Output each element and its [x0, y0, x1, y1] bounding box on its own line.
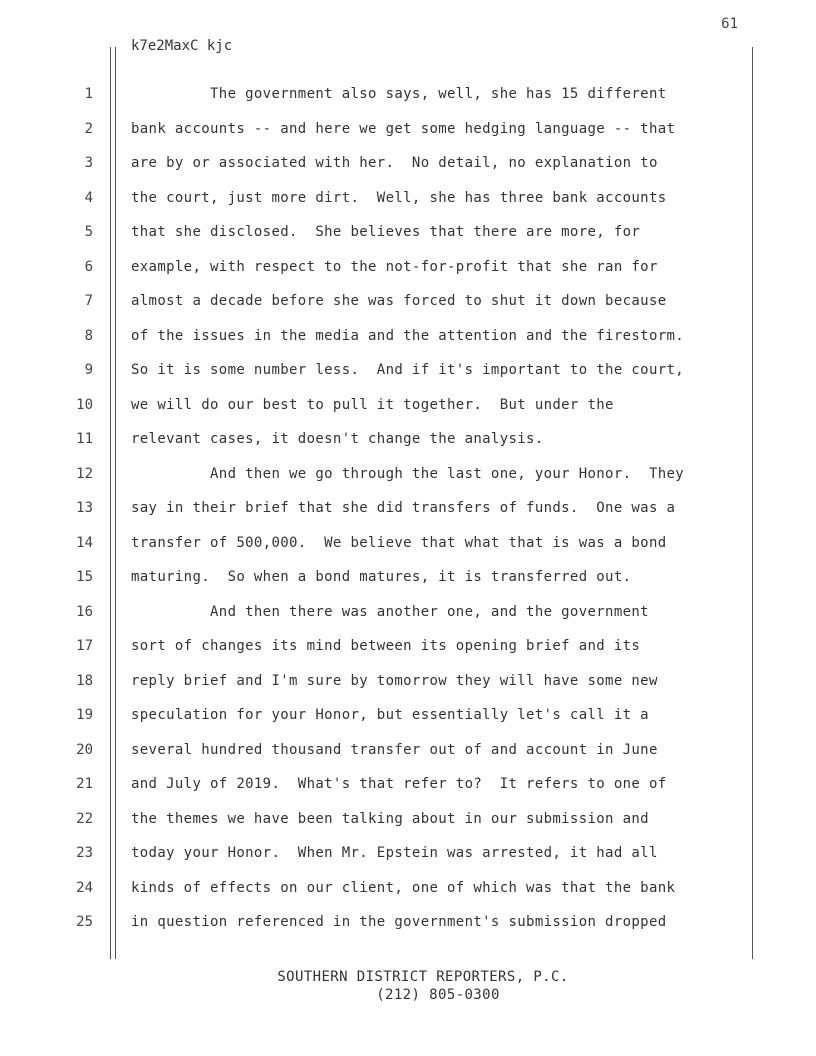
- line-text: in question referenced in the government's submission dropped: [131, 914, 667, 930]
- line-number: 12: [76, 465, 93, 482]
- transcript-line: [0, 871, 816, 906]
- transcript-line: [0, 388, 816, 423]
- transcript-line: [0, 146, 816, 181]
- footer-reporter-name: SOUTHERN DISTRICT REPORTERS, P.C.: [277, 969, 569, 985]
- line-number: 18: [76, 672, 93, 689]
- line-number: 19: [76, 707, 93, 723]
- line-number: 2: [84, 120, 93, 137]
- line-text: the themes we have been talking about in our submission and: [131, 810, 649, 827]
- transcript-line: [0, 664, 816, 699]
- transcript-line: [0, 560, 816, 595]
- line-number: 17: [76, 638, 93, 654]
- transcript-line: [0, 112, 816, 147]
- transcript-line: [0, 698, 816, 733]
- transcript-line: [0, 836, 816, 871]
- line-number: 21: [76, 776, 93, 792]
- transcript-line: [0, 422, 816, 457]
- line-number: 23: [76, 845, 93, 861]
- transcript-header-code: k7e2MaxC kjc: [131, 38, 233, 54]
- page-number: 61: [721, 16, 738, 32]
- line-number: 5: [84, 224, 93, 240]
- line-number: 10: [76, 396, 93, 413]
- line-number: 7: [84, 293, 93, 309]
- line-number: 11: [76, 431, 93, 447]
- line-number: 22: [76, 810, 93, 827]
- line-text: bank accounts -- and here we get some hedging language -- that: [131, 120, 676, 137]
- line-number: 6: [84, 258, 93, 275]
- transcript-line: [0, 802, 816, 837]
- transcript-body: [0, 77, 816, 940]
- line-number: 9: [84, 362, 93, 378]
- line-text: today your Honor. When Mr. Epstein was arrested, it had all: [131, 845, 658, 861]
- transcript-line: [0, 181, 816, 216]
- line-text: that she disclosed. She believes that there are more, for: [131, 224, 641, 240]
- line-text: the court, just more dirt. Well, she has three bank accounts: [131, 189, 667, 206]
- line-text: of the issues in the media and the attention and the firestorm.: [131, 327, 685, 344]
- line-text: we will do our best to pull it together. But under the: [131, 396, 614, 413]
- transcript-line: [0, 629, 816, 664]
- line-text: sort of changes its mind between its opening brief and its: [131, 638, 641, 654]
- line-text: almost a decade before she was forced to shut it down because: [131, 293, 667, 309]
- line-text: reply brief and I'm sure by tomorrow they will have some new: [131, 672, 658, 689]
- line-text: So it is some number less. And if it's important to the court,: [131, 362, 685, 378]
- transcript-line: [0, 733, 816, 768]
- transcript-line: [0, 284, 816, 319]
- line-number: 3: [84, 155, 93, 171]
- line-number: 15: [76, 569, 93, 585]
- line-text: transfer of 500,000. We believe that what that is was a bond: [131, 534, 667, 551]
- line-text: And then we go through the last one, your Honor. They: [131, 465, 685, 482]
- transcript-line: [0, 250, 816, 285]
- line-number: 14: [76, 534, 93, 551]
- transcript-line: [0, 595, 816, 630]
- line-text: relevant cases, it doesn't change the analysis.: [131, 431, 544, 447]
- transcript-line: [0, 526, 816, 561]
- line-text: several hundred thousand transfer out of and account in June: [131, 741, 658, 758]
- line-text: maturing. So when a bond matures, it is transferred out.: [131, 569, 632, 585]
- line-text: And then there was another one, and the government: [131, 603, 649, 620]
- line-number: 25: [76, 914, 93, 930]
- line-text: are by or associated with her. No detail, no explanation to: [131, 155, 658, 171]
- transcript-line: [0, 905, 816, 940]
- transcript-line: [0, 319, 816, 354]
- transcript-line: [0, 353, 816, 388]
- line-text: example, with respect to the not-for-profit that she ran for: [131, 258, 658, 275]
- transcript-line: [0, 457, 816, 492]
- line-number: 1: [84, 86, 93, 102]
- line-text: kinds of effects on our client, one of which was that the bank: [131, 879, 676, 896]
- line-number: 8: [84, 327, 93, 344]
- line-number: 20: [76, 741, 93, 758]
- line-number: 16: [76, 603, 93, 620]
- footer-phone: (212) 805-0300: [376, 987, 500, 1003]
- line-text: and July of 2019. What's that refer to? It refers to one of: [131, 776, 667, 792]
- line-number: 4: [84, 189, 93, 206]
- transcript-line: [0, 215, 816, 250]
- line-number: 24: [76, 879, 93, 896]
- line-text: speculation for your Honor, but essentially let's call it a: [131, 707, 649, 723]
- transcript-line: [0, 77, 816, 112]
- transcript-line: [0, 767, 816, 802]
- line-text: say in their brief that she did transfers of funds. One was a: [131, 500, 676, 516]
- line-text: The government also says, well, she has 15 different: [131, 86, 667, 102]
- line-number: 13: [76, 500, 93, 516]
- transcript-line: [0, 491, 816, 526]
